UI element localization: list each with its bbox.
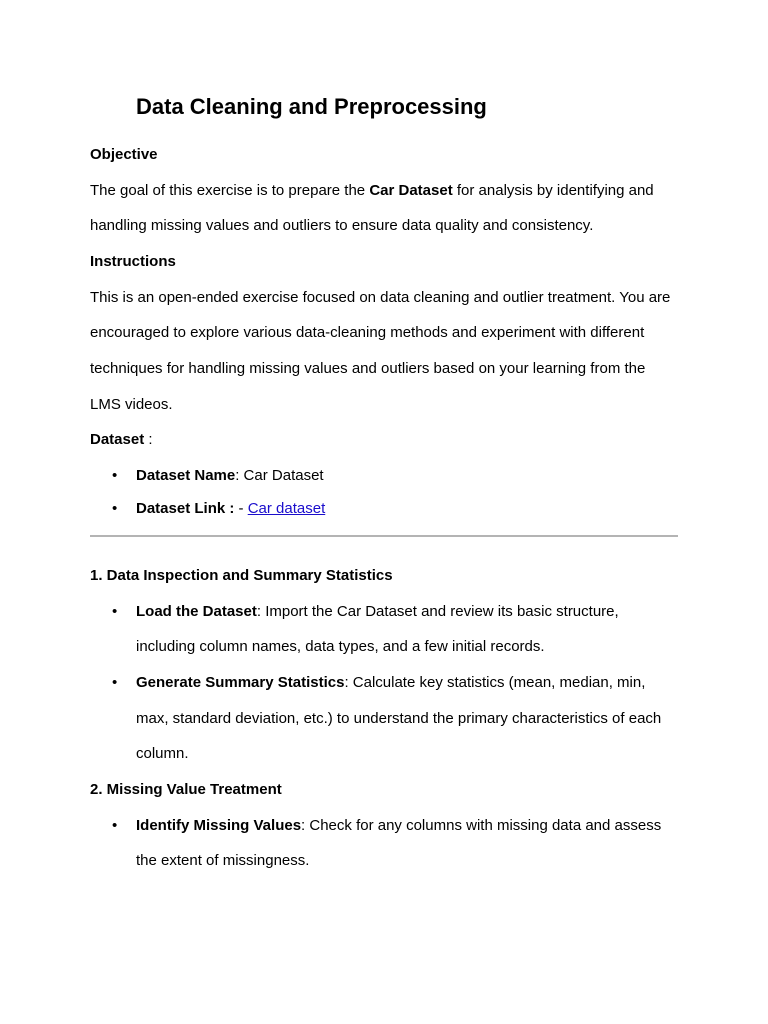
load-dataset-label: Load the Dataset: [136, 603, 257, 620]
section-2-heading: 2. Missing Value Treatment: [90, 781, 282, 798]
bullet-icon: •: [112, 603, 118, 620]
load-dataset-text: : Import the Car Dataset and review its basic structure,: [256, 603, 619, 620]
dataset-heading: Dataset: [90, 431, 145, 448]
instructions-heading: Instructions: [90, 253, 176, 270]
instructions-line-4: LMS videos.: [90, 396, 173, 413]
bullet-icon: •: [112, 817, 118, 834]
page-title: Data Cleaning and Preprocessing: [136, 94, 487, 119]
bullet-icon: •: [112, 467, 118, 484]
dataset-link-label: Dataset Link :: [136, 500, 239, 517]
car-dataset-link[interactable]: Car dataset: [247, 500, 326, 517]
identify-missing-label: Identify Missing Values: [136, 817, 302, 834]
objective-heading: Objective: [90, 146, 158, 163]
dataset-heading-suffix: :: [144, 431, 153, 448]
identify-missing-text-line-2: the extent of missingness.: [136, 852, 310, 869]
bullet-icon: •: [112, 674, 118, 691]
dataset-name-label: Dataset Name: [136, 467, 236, 484]
instructions-line-3: techniques for handling missing values and outliers based on your learning from the: [90, 360, 646, 377]
summary-statistics-text-line-2: max, standard deviation, etc.) to understand the primary characteristics of each: [136, 710, 662, 727]
objective-line-2: handling missing values and outliers to ensure data quality and consistency.: [90, 217, 594, 234]
dataset-name-value: : Car Dataset: [235, 467, 324, 484]
dataset-heading-row: [90, 422, 690, 458]
dataset-link-separator: -: [238, 500, 248, 517]
objective-line-1: [90, 173, 690, 209]
bullet-icon: •: [112, 500, 118, 517]
objective-text-post: for analysis by identifying and: [452, 182, 654, 199]
instructions-line-1: This is an open-ended exercise focused on data cleaning and outlier treatment. You are: [90, 289, 671, 306]
summary-statistics-label: Generate Summary Statistics: [136, 674, 345, 691]
objective-text-pre: The goal of this exercise is to prepare the: [90, 182, 370, 199]
summary-statistics-text-line-3: column.: [136, 745, 189, 762]
identify-missing-text: : Check for any columns with missing data and assess: [301, 817, 662, 834]
section-1-heading: 1. Data Inspection and Summary Statistics: [90, 567, 393, 584]
objective-dataset-name: Car Dataset: [369, 182, 453, 199]
horizontal-divider: [90, 535, 678, 537]
summary-statistics-text: : Calculate key statistics (mean, median, min,: [344, 674, 646, 691]
instructions-line-2: encouraged to explore various data-cleaning methods and experiment with different: [90, 324, 645, 341]
load-dataset-text-line-2: including column names, data types, and a few initial records.: [136, 638, 545, 655]
